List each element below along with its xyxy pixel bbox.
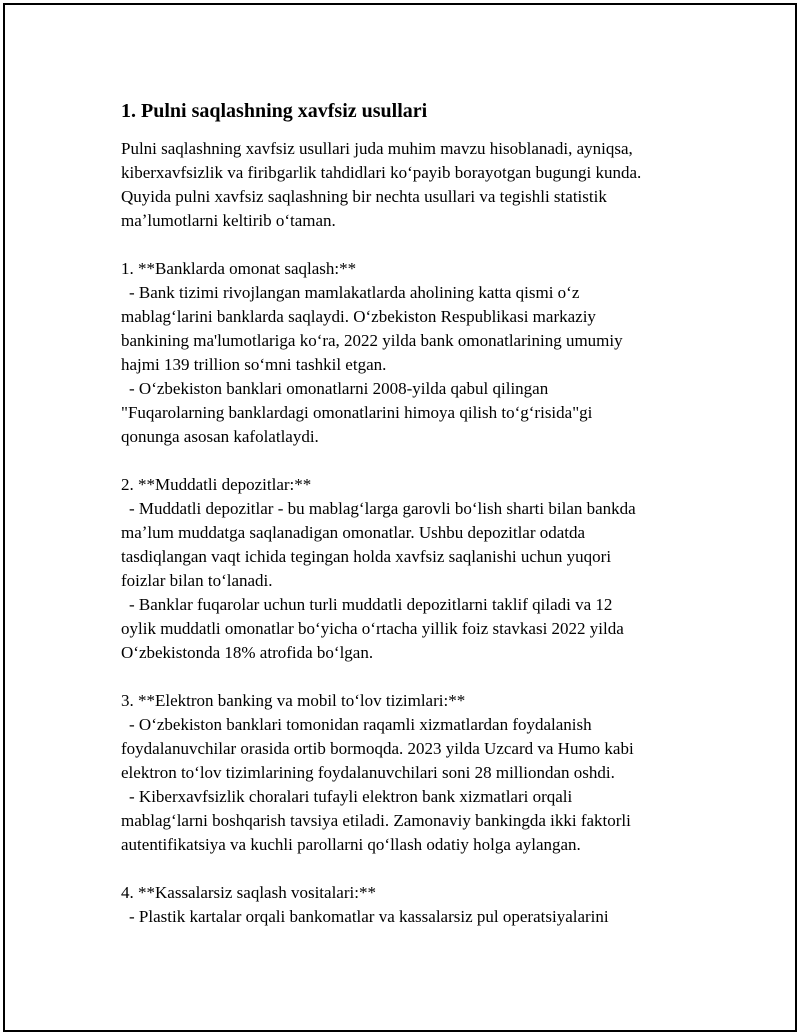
section-3 — [121, 689, 701, 857]
section-line: oylik muddatli omonatlar boʻyicha oʻrtacha yillik foiz stavkasi 2022 yilda — [121, 619, 624, 638]
section-line: - Plastik kartalar orqali bankomatlar va kassalarsiz pul operatsiyalarini — [129, 907, 609, 926]
document-title: 1. Pulni saqlashning xavfsiz usullari — [121, 100, 428, 122]
intro-line: maʼlumotlarni keltirib oʻtaman. — [121, 211, 336, 230]
section-line: - Bank tizimi rivojlangan mamlakatlarda aholining katta qismi oʻz — [129, 283, 580, 302]
intro-line: kiberxavfsizlik va firibgarlik tahdidlari koʻpayib borayotgan bugungi kunda. — [121, 163, 642, 182]
document-body — [121, 97, 701, 929]
section-heading: 4. **Kassalarsiz saqlash vositalari:** — [121, 883, 376, 902]
page-frame — [3, 3, 797, 1032]
section-1 — [121, 257, 701, 449]
section-line: mablagʻlarini banklarda saqlaydi. Oʻzbekiston Respublikasi markaziy — [121, 307, 596, 326]
section-line: hajmi 139 trillion soʻmni tashkil etgan. — [121, 355, 387, 374]
blank-line — [121, 857, 701, 881]
section-line: Oʻzbekistonda 18% atrofida boʻlgan. — [121, 643, 374, 662]
section-line: - Muddatli depozitlar - bu mablagʻlarga garovli boʻlish sharti bilan bankda — [129, 499, 636, 518]
section-line: maʼlum muddatga saqlanadigan omonatlar. Ushbu depozitlar odatda — [121, 523, 586, 542]
section-line: foydalanuvchilar orasida ortib bormoqda. 2023 yilda Uzcard va Humo kabi — [121, 739, 634, 758]
blank-line — [121, 233, 701, 257]
section-line: foizlar bilan toʻlanadi. — [121, 571, 273, 590]
intro-line: Quyida pulni xavfsiz saqlashning bir nechta usullari va tegishli statistik — [121, 187, 607, 206]
section-4 — [121, 881, 701, 929]
section-line: - Banklar fuqarolar uchun turli muddatli depozitlarni taklif qiladi va 12 — [129, 595, 613, 614]
section-heading: 1. **Banklarda omonat saqlash:** — [121, 259, 357, 278]
section-line: mablagʻlarni boshqarish tavsiya etiladi. Zamonaviy bankingda ikki faktorli — [121, 811, 631, 830]
section-line: - Kiberxavfsizlik choralari tufayli elektron bank xizmatlari orqali — [129, 787, 573, 806]
section-line: - Oʻzbekiston banklari tomonidan raqamli xizmatlardan foydalanish — [129, 715, 592, 734]
section-line: - Oʻzbekiston banklari omonatlarni 2008-yilda qabul qilingan — [129, 379, 549, 398]
section-heading: 2. **Muddatli depozitlar:** — [121, 475, 312, 494]
blank-line — [121, 665, 701, 689]
section-2 — [121, 473, 701, 665]
blank-line — [121, 449, 701, 473]
section-line: autentifikatsiya va kuchli parollarni qoʻllash odatiy holga aylangan. — [121, 835, 581, 854]
section-heading: 3. **Elektron banking va mobil toʻlov tizimlari:** — [121, 691, 466, 710]
section-line: elektron toʻlov tizimlarining foydalanuvchilari soni 28 milliondan oshdi. — [121, 763, 615, 782]
section-line: "Fuqarolarning banklardagi omonatlarini himoya qilish toʻgʻrisida"gi — [121, 403, 593, 422]
section-line: tasdiqlangan vaqt ichida tegingan holda xavfsiz saqlanishi uchun yuqori — [121, 547, 612, 566]
section-line: qonunga asosan kafolatlaydi. — [121, 427, 319, 446]
intro-line: Pulni saqlashning xavfsiz usullari juda muhim mavzu hisoblanadi, ayniqsa, — [121, 139, 633, 158]
intro-paragraph — [121, 137, 701, 233]
section-line: bankining ma'lumotlariga koʻra, 2022 yilda bank omonatlarining umumiy — [121, 331, 623, 350]
